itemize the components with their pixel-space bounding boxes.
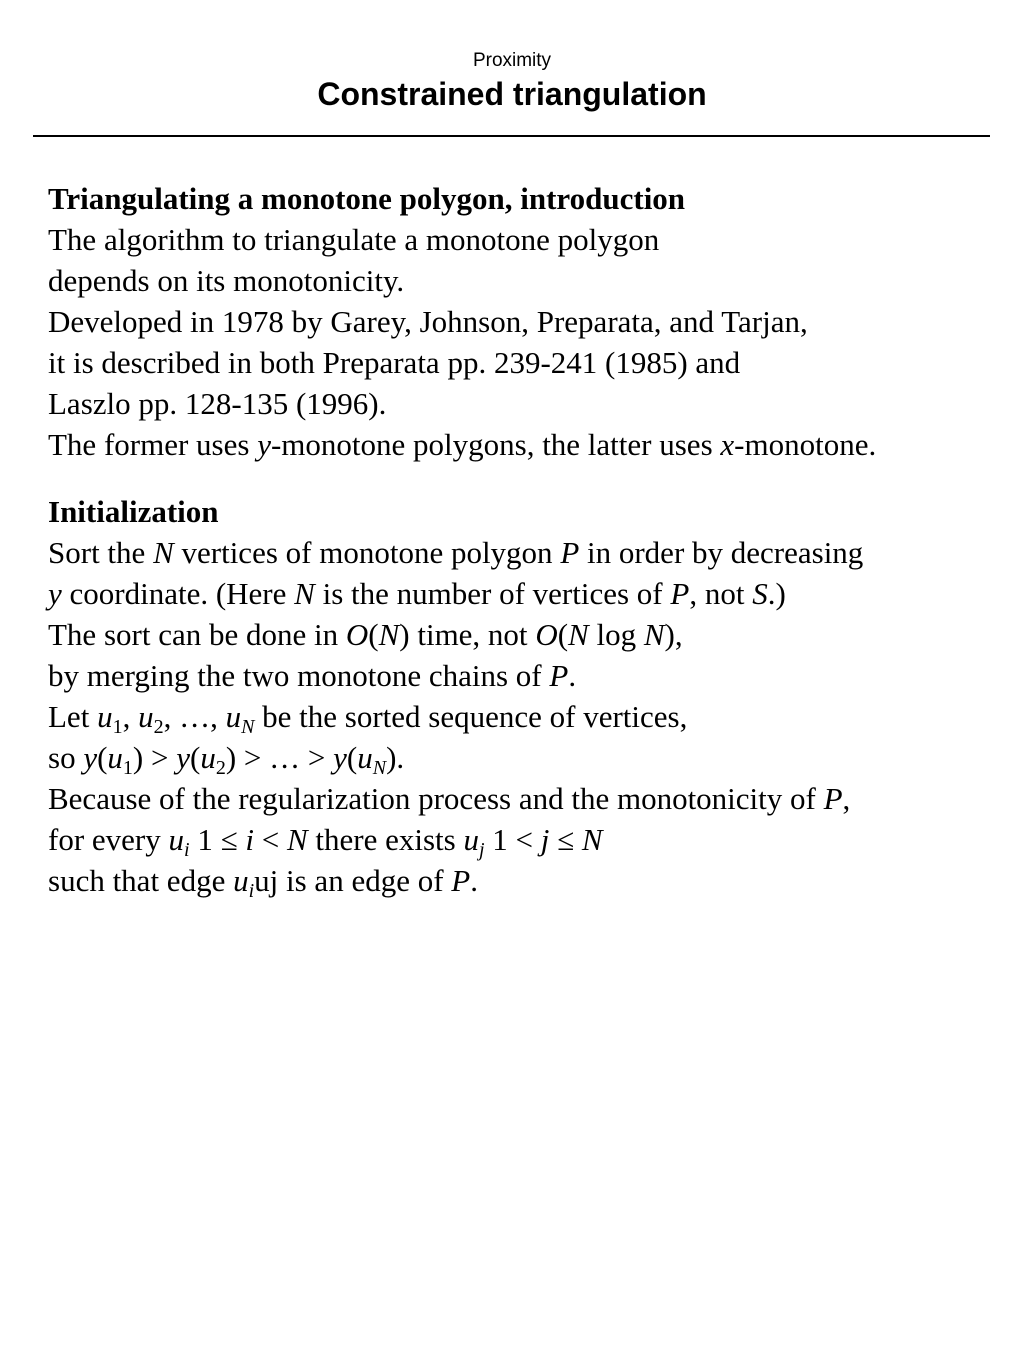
slide-header: [0, 48, 1024, 114]
section-spacer: [48, 465, 1008, 491]
body-line: by merging the two monotone chains of P.: [48, 658, 577, 693]
body-line: so $y(u_1) > y(u_2)$ > … > $y(u_N)$.: [48, 740, 405, 779]
body-line: Let $u_1$, $u_2$, …, $u_N$ be the sorted sequence of vertices,: [48, 699, 688, 738]
slide-body: [48, 178, 1008, 901]
body-line: depends on its monotonicity.: [48, 263, 405, 298]
section-introduction: [48, 178, 1008, 465]
body-line: The algorithm to triangulate a monotone polygon: [48, 222, 660, 257]
body-line: for every $u_i$ 1 ≤ i < N there exists $u_j$ 1 < j ≤ N: [48, 822, 603, 861]
header-divider: [33, 135, 990, 137]
body-line: Sort the N vertices of monotone polygon P in order by decreasing: [48, 535, 864, 570]
section-heading: Initialization: [48, 494, 219, 529]
body-line: Developed in 1978 by Garey, Johnson, Preparata, and Tarjan,: [48, 304, 808, 339]
body-line: y coordinate. (Here N is the number of vertices of P, not S.): [48, 576, 786, 611]
body-line: it is described in both Preparata pp. 239-241 (1985) and: [48, 345, 741, 380]
body-line: The former uses y-monotone polygons, the latter uses x-monotone.: [48, 427, 877, 462]
slide-title: Constrained triangulation: [317, 76, 707, 112]
body-line: The sort can be done in O(N) time, not O(N log N),: [48, 617, 683, 652]
slide-subject: Proximity: [472, 50, 552, 71]
body-line: Because of the regularization process and the monotonicity of P,: [48, 781, 851, 816]
section-heading: Triangulating a monotone polygon, introduction: [48, 181, 686, 216]
body-line: Laszlo pp. 128-135 (1996).: [48, 386, 387, 421]
body-line: such that edge $u_iuj$ is an edge of P.: [48, 863, 478, 902]
section-initialization: [48, 491, 1008, 901]
